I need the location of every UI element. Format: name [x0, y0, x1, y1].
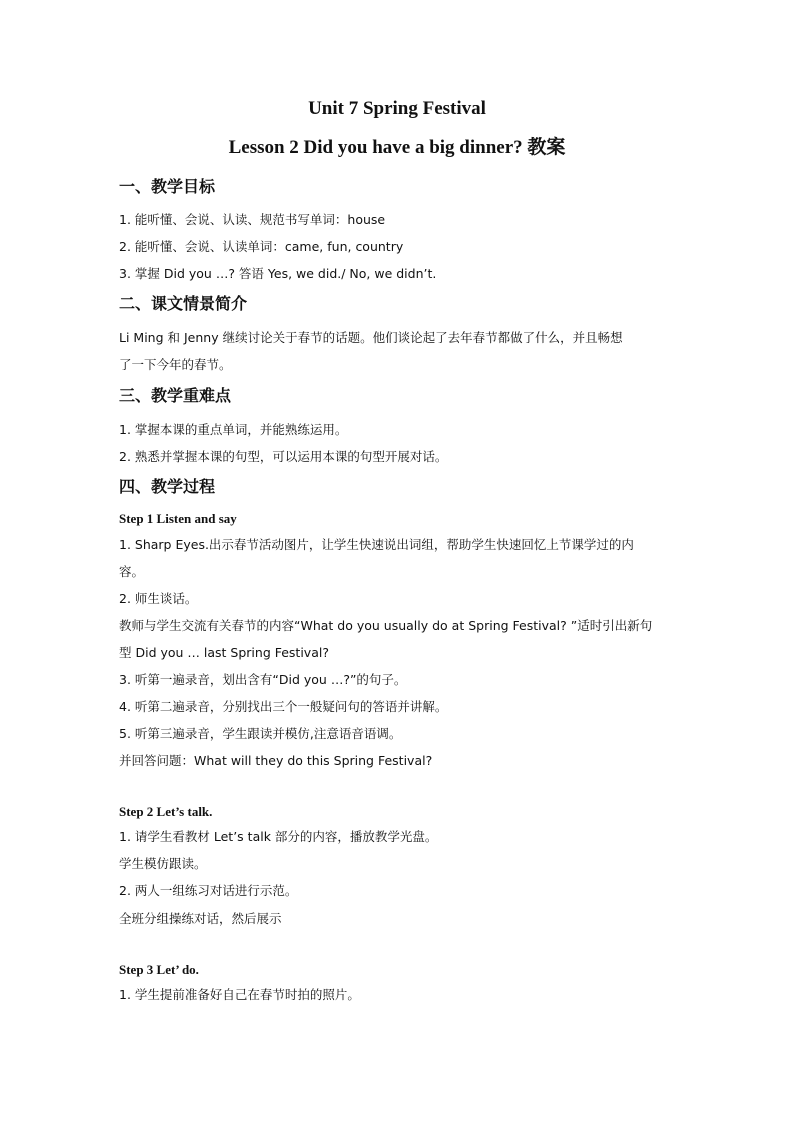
unit-title: Unit 7 Spring Festival [308, 98, 486, 119]
step1-line: 型 Did you … last Spring Festival? [119, 645, 329, 660]
key-point-item: 1. 掌握本课的重点单词，并能熟练运用。 [119, 422, 348, 437]
lesson-title: Lesson 2 Did you have a big dinner? 教案 [228, 137, 566, 158]
goal-item: 2. 能听懂、会说、认读单词：came, fun, country [119, 239, 404, 254]
step1-line: 1. Sharp Eyes.出示春节活动图片，让学生快速说出词组，帮助学生快速回忆上节课学过的内 [119, 537, 634, 552]
context-line: 了一下今年的春节。 [119, 357, 232, 372]
step3-title: Step 3 Let’ do. [119, 962, 199, 977]
context-line: Li Ming 和 Jenny 继续讨论关于春节的话题。他们谈论起了去年春节都做了什么，并且畅想 [119, 330, 623, 345]
step2-line: 1. 请学生看教材 Let’s talk 部分的内容，播放教学光盘。 [119, 829, 438, 844]
section-heading-process: 四、教学过程 [119, 477, 216, 496]
step1-line: 教师与学生交流有关春节的内容“What do you usually do at Spring Festival? ”适时引出新句 [119, 618, 653, 633]
step2-title: Step 2 Let’s talk. [119, 804, 213, 819]
step1-line: 容。 [119, 564, 145, 579]
goal-item: 1. 能听懂、会说、认读、规范书写单词：house [119, 212, 386, 227]
step2-line: 学生模仿跟读。 [119, 856, 207, 871]
step1-title: Step 1 Listen and say [119, 511, 237, 526]
section-heading-context: 二、课文情景简介 [119, 294, 248, 313]
step1-line: 并回答问题：What will they do this Spring Festival? [119, 753, 433, 768]
step1-line: 4. 听第二遍录音，分别找出三个一般疑问句的答语并讲解。 [119, 699, 448, 714]
section-heading-key-points: 三、教学重难点 [119, 386, 232, 405]
step2-line: 2. 两人一组练习对话进行示范。 [119, 883, 298, 898]
step3-line: 1. 学生提前准备好自己在春节时拍的照片。 [119, 987, 360, 1002]
step1-line: 5. 听第三遍录音，学生跟读并模仿,注意语音语调。 [119, 726, 402, 741]
step1-line: 3. 听第一遍录音，划出含有“Did you …?”的句子。 [119, 672, 407, 687]
key-point-item: 2. 熟悉并掌握本课的句型，可以运用本课的句型开展对话。 [119, 449, 448, 464]
section-heading-goals: 一、教学目标 [119, 177, 216, 196]
goal-item: 3. 掌握 Did you …? 答语 Yes, we did./ No, we didn’t. [119, 266, 437, 281]
step1-line: 2. 师生谈话。 [119, 591, 198, 606]
step2-line: 全班分组操练对话，然后展示 [119, 911, 282, 926]
